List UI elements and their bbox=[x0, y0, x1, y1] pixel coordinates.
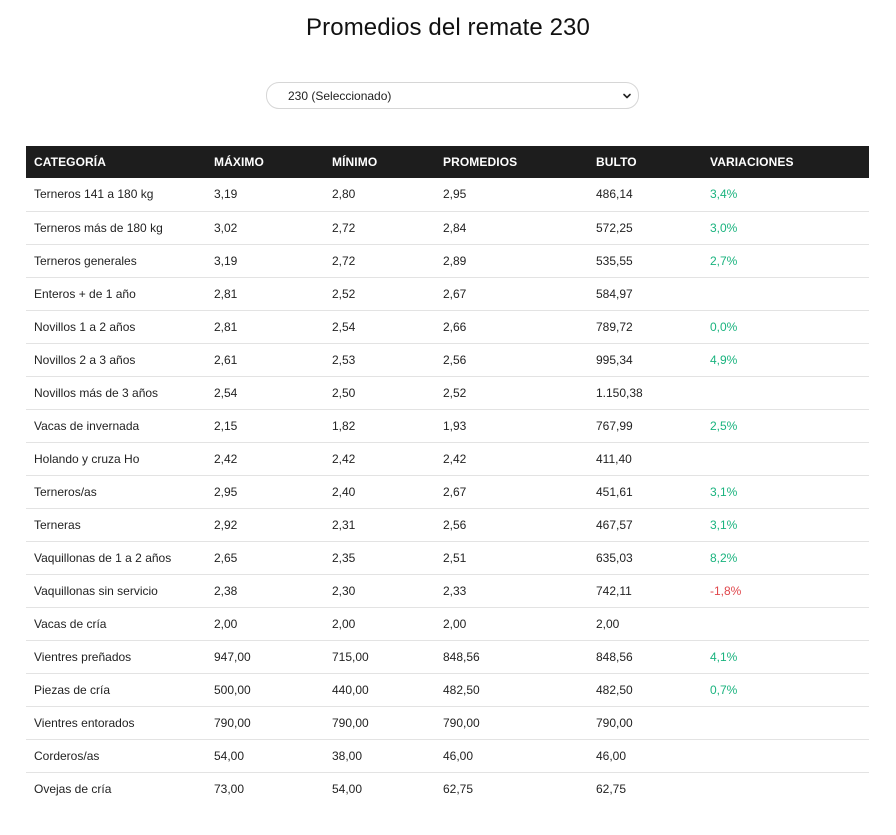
table-row bbox=[26, 277, 869, 310]
cell-variacion: 8,2% bbox=[710, 550, 738, 565]
cell-promedio: 46,00 bbox=[443, 748, 474, 763]
cell-categoria: Terneros/as bbox=[34, 484, 97, 499]
cell-maximo: 73,00 bbox=[214, 781, 245, 796]
cell-minimo: 2,54 bbox=[332, 319, 356, 334]
table-row bbox=[26, 376, 869, 409]
cell-variacion: -1,8% bbox=[710, 583, 742, 598]
cell-maximo: 2,00 bbox=[214, 616, 238, 631]
cell-maximo: 3,02 bbox=[214, 220, 238, 235]
cell-minimo: 2,00 bbox=[332, 616, 356, 631]
header-promedios: PROMEDIOS bbox=[443, 155, 518, 169]
table-row bbox=[26, 244, 869, 277]
table-row bbox=[26, 772, 869, 805]
cell-minimo: 38,00 bbox=[332, 748, 363, 763]
cell-categoria: Vaquillonas sin servicio bbox=[34, 583, 158, 598]
cell-promedio: 2,95 bbox=[443, 187, 467, 202]
cell-promedio: 2,42 bbox=[443, 451, 467, 466]
cell-bulto: 1.150,38 bbox=[596, 385, 643, 400]
cell-variacion: 3,4% bbox=[710, 187, 738, 202]
cell-minimo: 2,72 bbox=[332, 220, 356, 235]
cell-variacion bbox=[702, 739, 869, 772]
cell-maximo: 3,19 bbox=[214, 187, 238, 202]
cell-minimo: 2,50 bbox=[332, 385, 356, 400]
cell-maximo: 2,38 bbox=[214, 583, 238, 598]
cell-maximo: 2,54 bbox=[214, 385, 238, 400]
cell-variacion bbox=[702, 376, 869, 409]
table-row bbox=[26, 475, 869, 508]
cell-bulto: 46,00 bbox=[596, 748, 627, 763]
cell-variacion bbox=[702, 277, 869, 310]
cell-bulto: 2,00 bbox=[596, 616, 620, 631]
cell-promedio: 2,00 bbox=[443, 616, 467, 631]
table-header-row bbox=[26, 146, 869, 178]
cell-variacion bbox=[702, 772, 869, 805]
cell-minimo: 2,72 bbox=[332, 253, 356, 268]
cell-maximo: 947,00 bbox=[214, 649, 251, 664]
header-maximo: MÁXIMO bbox=[214, 155, 264, 169]
cell-minimo: 54,00 bbox=[332, 781, 363, 796]
remate-select-value: 230 (Seleccionado) bbox=[288, 89, 392, 103]
cell-categoria: Terneras bbox=[34, 517, 81, 532]
cell-maximo: 790,00 bbox=[214, 715, 251, 730]
cell-variacion bbox=[702, 442, 869, 475]
cell-promedio: 790,00 bbox=[443, 715, 480, 730]
cell-minimo: 2,53 bbox=[332, 352, 356, 367]
cell-maximo: 2,65 bbox=[214, 550, 238, 565]
cell-categoria: Corderos/as bbox=[34, 748, 100, 763]
cell-minimo: 2,42 bbox=[332, 451, 356, 466]
cell-minimo: 715,00 bbox=[332, 649, 369, 664]
cell-minimo: 440,00 bbox=[332, 682, 369, 697]
cell-minimo: 1,82 bbox=[332, 418, 356, 433]
table-row bbox=[26, 211, 869, 244]
cell-variacion: 2,5% bbox=[710, 418, 738, 433]
cell-maximo: 54,00 bbox=[214, 748, 245, 763]
cell-promedio: 62,75 bbox=[443, 781, 474, 796]
header-variaciones: VARIACIONES bbox=[710, 155, 794, 169]
cell-categoria: Terneros más de 180 kg bbox=[34, 220, 163, 235]
table-row bbox=[26, 706, 869, 739]
cell-categoria: Novillos 1 a 2 años bbox=[34, 319, 136, 334]
cell-minimo: 790,00 bbox=[332, 715, 369, 730]
cell-promedio: 2,67 bbox=[443, 286, 467, 301]
cell-categoria: Vaquillonas de 1 a 2 años bbox=[34, 550, 172, 565]
cell-categoria: Piezas de cría bbox=[34, 682, 111, 697]
cell-categoria: Enteros + de 1 año bbox=[34, 286, 136, 301]
table-row bbox=[26, 310, 869, 343]
cell-maximo: 2,81 bbox=[214, 286, 238, 301]
table-row bbox=[26, 343, 869, 376]
cell-categoria: Novillos 2 a 3 años bbox=[34, 352, 136, 367]
cell-maximo: 2,15 bbox=[214, 418, 238, 433]
cell-promedio: 848,56 bbox=[443, 649, 480, 664]
cell-bulto: 572,25 bbox=[596, 220, 633, 235]
cell-bulto: 848,56 bbox=[596, 649, 633, 664]
cell-variacion: 0,0% bbox=[710, 319, 738, 334]
cell-categoria: Vacas de invernada bbox=[34, 418, 140, 433]
header-categoria: CATEGORÍA bbox=[34, 155, 107, 169]
remate-select[interactable] bbox=[266, 82, 639, 109]
cell-variacion: 4,1% bbox=[710, 649, 738, 664]
cell-bulto: 584,97 bbox=[596, 286, 633, 301]
cell-minimo: 2,80 bbox=[332, 187, 356, 202]
page-title: Promedios del remate 230 bbox=[306, 14, 590, 41]
cell-promedio: 1,93 bbox=[443, 418, 467, 433]
cell-maximo: 2,92 bbox=[214, 517, 238, 532]
table-row bbox=[26, 673, 869, 706]
cell-variacion: 3,1% bbox=[710, 484, 738, 499]
table-row bbox=[26, 409, 869, 442]
cell-bulto: 995,34 bbox=[596, 352, 633, 367]
cell-promedio: 2,56 bbox=[443, 517, 467, 532]
table-row bbox=[26, 541, 869, 574]
cell-bulto: 635,03 bbox=[596, 550, 633, 565]
cell-bulto: 451,61 bbox=[596, 484, 633, 499]
cell-promedio: 2,84 bbox=[443, 220, 467, 235]
table-row bbox=[26, 739, 869, 772]
cell-categoria: Vientres entorados bbox=[34, 715, 135, 730]
cell-categoria: Ovejas de cría bbox=[34, 781, 112, 796]
cell-variacion: 3,1% bbox=[710, 517, 738, 532]
cell-categoria: Novillos más de 3 años bbox=[34, 385, 159, 400]
cell-categoria: Terneros generales bbox=[34, 253, 137, 268]
cell-variacion: 0,7% bbox=[710, 682, 738, 697]
cell-bulto: 742,11 bbox=[596, 583, 632, 598]
cell-minimo: 2,35 bbox=[332, 550, 356, 565]
cell-promedio: 2,52 bbox=[443, 385, 467, 400]
header-minimo: MÍNIMO bbox=[332, 155, 378, 169]
cell-bulto: 767,99 bbox=[596, 418, 633, 433]
table-row bbox=[26, 178, 869, 211]
cell-maximo: 500,00 bbox=[214, 682, 251, 697]
cell-maximo: 2,61 bbox=[214, 352, 238, 367]
cell-categoria: Vacas de cría bbox=[34, 616, 107, 631]
cell-bulto: 790,00 bbox=[596, 715, 633, 730]
cell-maximo: 2,95 bbox=[214, 484, 238, 499]
cell-minimo: 2,40 bbox=[332, 484, 356, 499]
cell-variacion bbox=[702, 607, 869, 640]
cell-bulto: 411,40 bbox=[596, 451, 632, 466]
header-bulto: BULTO bbox=[596, 155, 637, 169]
cell-bulto: 486,14 bbox=[596, 187, 633, 202]
cell-bulto: 467,57 bbox=[596, 517, 633, 532]
cell-categoria: Vientres preñados bbox=[34, 649, 132, 664]
table-row bbox=[26, 607, 869, 640]
cell-promedio: 482,50 bbox=[443, 682, 480, 697]
cell-promedio: 2,51 bbox=[443, 550, 467, 565]
chevron-down-icon bbox=[622, 91, 632, 101]
table-row bbox=[26, 442, 869, 475]
cell-bulto: 535,55 bbox=[596, 253, 633, 268]
cell-variacion: 4,9% bbox=[710, 352, 738, 367]
table-row bbox=[26, 640, 869, 673]
cell-promedio: 2,66 bbox=[443, 319, 467, 334]
cell-maximo: 2,81 bbox=[214, 319, 238, 334]
promedios-table bbox=[26, 146, 869, 805]
cell-promedio: 2,89 bbox=[443, 253, 467, 268]
table-row bbox=[26, 508, 869, 541]
cell-bulto: 482,50 bbox=[596, 682, 633, 697]
cell-minimo: 2,30 bbox=[332, 583, 356, 598]
cell-categoria: Holando y cruza Ho bbox=[34, 451, 140, 466]
cell-minimo: 2,52 bbox=[332, 286, 356, 301]
table-row bbox=[26, 574, 869, 607]
cell-promedio: 2,67 bbox=[443, 484, 467, 499]
cell-variacion: 2,7% bbox=[710, 253, 738, 268]
cell-minimo: 2,31 bbox=[332, 517, 356, 532]
cell-categoria: Terneros 141 a 180 kg bbox=[34, 187, 154, 202]
cell-promedio: 2,56 bbox=[443, 352, 467, 367]
cell-maximo: 3,19 bbox=[214, 253, 238, 268]
cell-maximo: 2,42 bbox=[214, 451, 238, 466]
cell-promedio: 2,33 bbox=[443, 583, 467, 598]
cell-bulto: 62,75 bbox=[596, 781, 627, 796]
cell-variacion: 3,0% bbox=[710, 220, 738, 235]
cell-bulto: 789,72 bbox=[596, 319, 633, 334]
cell-variacion bbox=[702, 706, 869, 739]
